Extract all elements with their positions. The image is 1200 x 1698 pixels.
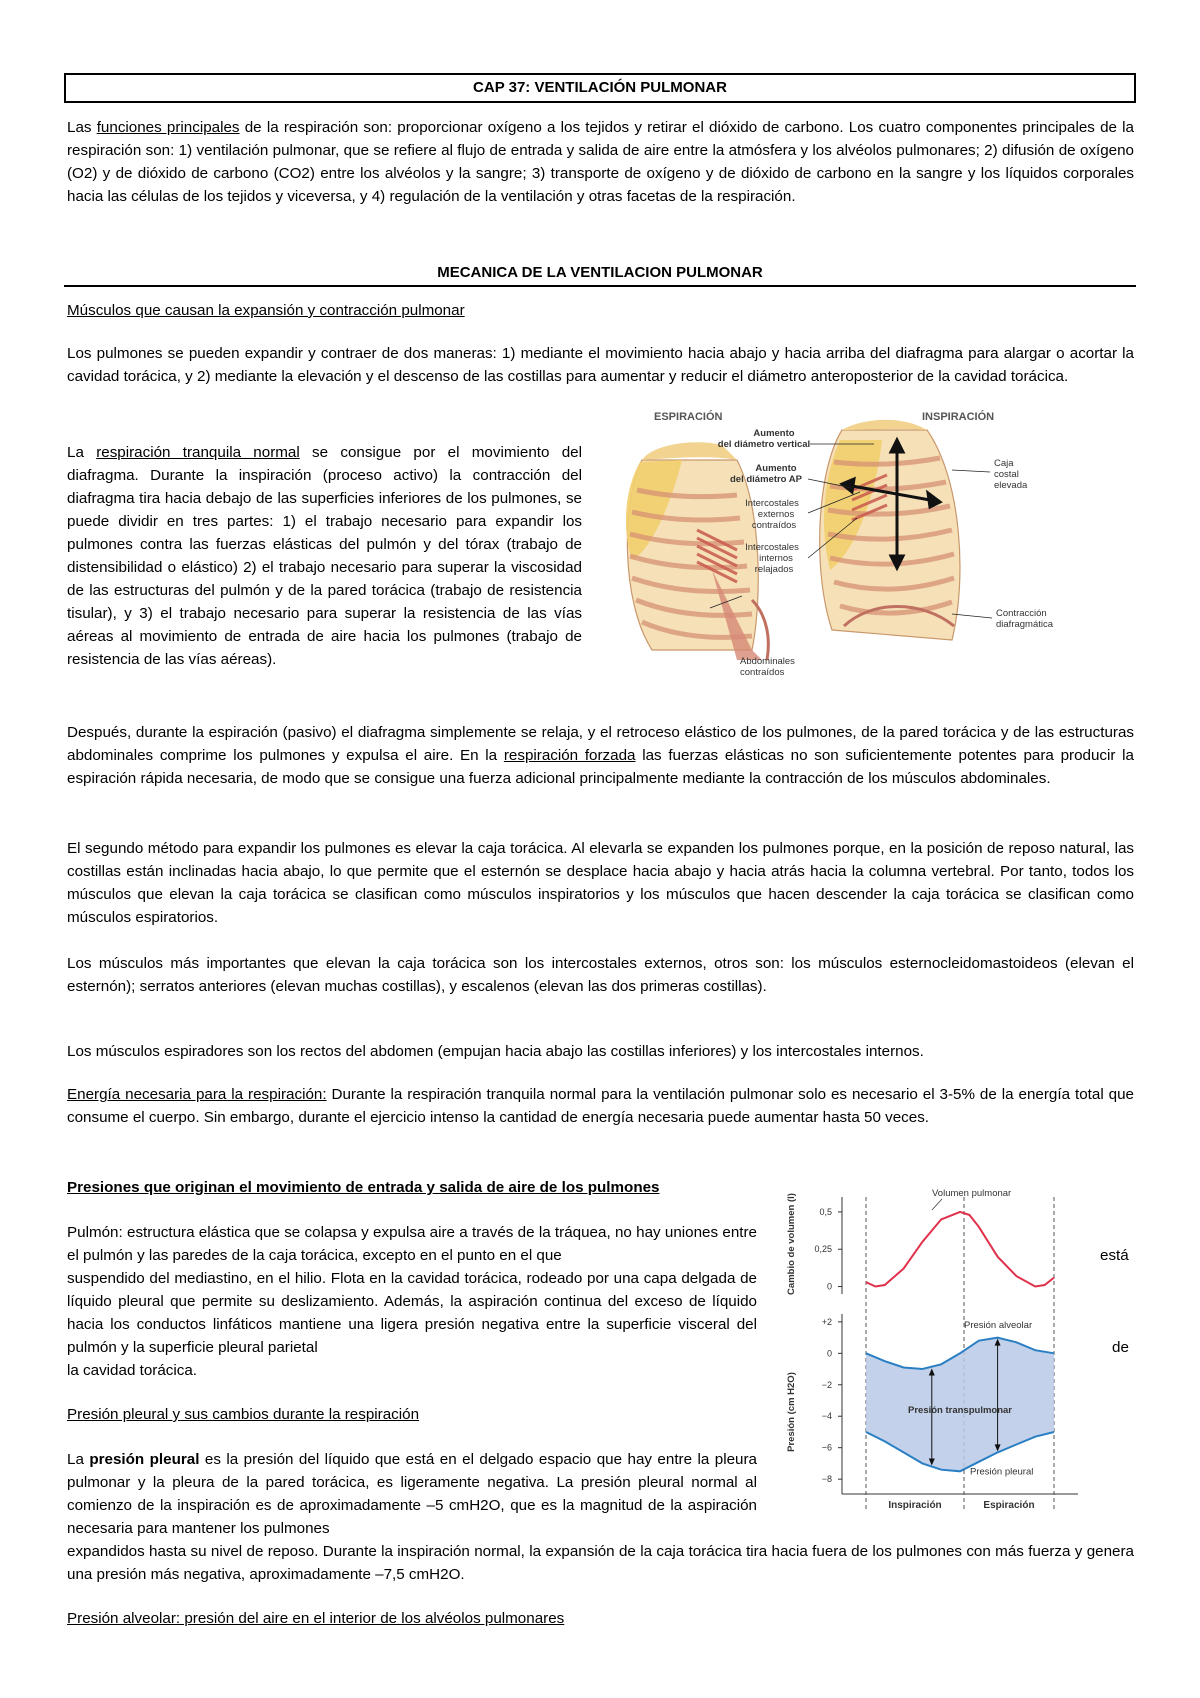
chart-ylabel-pressure: Presión (cm H2O) <box>786 1372 797 1452</box>
annotation-diaphragm-1: Contracción <box>996 608 1047 619</box>
section-heading: MECANICA DE LA VENTILACION PULMONAR <box>437 264 763 281</box>
section-divider <box>64 285 1136 287</box>
annotation-ribcage-2: costal <box>994 469 1019 480</box>
underlined-term: Energía necesaria para la respiración: <box>67 1086 327 1103</box>
subheading-muscles: Músculos que causan la expansión y contracción pulmonar <box>67 302 465 319</box>
annotation-ap-1: Aumento <box>755 463 797 474</box>
figure-pressure-chart <box>782 1182 1088 1520</box>
series-alveolar-label: Presión alveolar <box>964 1320 1033 1332</box>
subheading-alveolar-pressure: Presión alveolar: presión del aire en el interior de los alvéolos pulmonares <box>67 1610 565 1627</box>
annotation-internal-2: internos <box>759 553 793 564</box>
pressure-tick-label: −8 <box>821 1474 832 1485</box>
annotation-diaphragm-2: diafragmática <box>996 619 1054 630</box>
underlined-term: funciones principales <box>96 119 240 136</box>
ribcage-inspiration <box>820 420 960 640</box>
paragraph-pleural-pressure-a: La presión pleural es la presión del líquido que está en el delgado espacio que hay entre la pleura pulmonar y la pleura de la pared torácica, es ligeramente negativa. La presión pleural normal al comienzo de la inspiración es de aproximadamente –5 cmH2O, que es la magnitud de la aspiración necesaria para mantener los pulmones <box>67 1451 757 1537</box>
chart-phase-expiration: Espiración <box>983 1500 1035 1511</box>
underlined-term: respiración forzada <box>503 747 636 764</box>
annotation-external-3: contraídos <box>751 520 797 531</box>
underlined-term: respiración tranquila normal <box>96 444 300 461</box>
paragraph-pleural-pressure-b: expandidos hasta su nivel de reposo. Durante la inspiración normal, la expansión de la caja torácica tira hacia fuera de los pulmones con más fuerza y genera una presión más negativa, aproximadamente –7,5 cmH2O. <box>67 1543 1134 1583</box>
chart-phase-inspiration: Inspiración <box>888 1500 942 1511</box>
annotation-internal-3: relajados <box>754 564 794 575</box>
pressure-tick-label: −6 <box>821 1442 832 1453</box>
annotation-abdominal-1: Abdominales <box>740 656 795 667</box>
pressure-tick-label: 0 <box>826 1348 832 1359</box>
annotation-ribcage-3: elevada <box>994 480 1028 491</box>
paragraph-lung-structure-a: Pulmón: estructura elástica que se colapsa y expulsa aire a través de la tráquea, no hay uniones entre el pulmón y las paredes de la caja torácica, excepto en el punto en el que <box>67 1224 757 1264</box>
subheading-pressures: Presiones que originan el movimiento de entrada y salida de aire de los pulmones <box>67 1179 660 1196</box>
paragraph-energy: Energía necesaria para la respiración: Durante la respiración tranquila normal para la ventilación pulmonar solo es necesario el 3-5% de la energía total que consume el cuerpo. Sin embargo, durante el ejercicio intenso la cantidad de energía necesaria puede aumentar hasta 50 veces. <box>67 1086 1134 1126</box>
annotation-ribcage-1: Caja <box>994 458 1014 469</box>
word-esta: está <box>1100 1247 1129 1264</box>
pressure-tick-label: −4 <box>821 1411 832 1422</box>
bold-term: presión pleural <box>89 1451 200 1468</box>
chart-ylabel-volume: Cambio de volumen (l) <box>786 1193 797 1295</box>
volume-tick-label: 0 <box>826 1281 832 1292</box>
figure-label-expiration: ESPIRACIÓN <box>654 411 723 423</box>
annotation-abdominal-2: contraídos <box>740 667 785 678</box>
annotation-vertical-2: del diámetro vertical <box>717 439 811 450</box>
paragraph-lung-expansion: Los pulmones se pueden expandir y contraer de dos maneras: 1) mediante el movimiento hacia abajo y hacia arriba del diafragma para alargar o acortar la cavidad torácica, y 2) mediante la elevación y el descenso de las costillas para aumentar y reducir el diámetro anteroposterior de la cavidad torácica. <box>67 345 1134 385</box>
paragraph-lung-structure-c: la cavidad torácica. <box>67 1362 198 1379</box>
series-volume-line <box>866 1212 1054 1287</box>
paragraph-quiet-breathing: La respiración tranquila normal se consigue por el movimiento del diafragma. Durante la inspiración (proceso activo) la contracción del diafragma tira hacia debajo de las superficies inferiores de los pulmones, se puede dividir en tres partes: 1) el trabajo necesario para expandir los pulmones contra las fuerzas elásticas del pulmón y del tórax (trabajo de distensibilidad o elástico) 2) el trabajo necesario para superar la viscosidad de las estructuras del pulmón y de la pared torácica (trabajo de resistencia tisular), y 3) el trabajo necesario para superar la resistencia de las vías aéreas al movimiento de entrada de aire hacia los pulmones (trabajo de resistencia de las vías aéreas). <box>67 444 582 668</box>
word-de: de <box>1112 1339 1129 1356</box>
volume-tick-label: 0,5 <box>819 1206 832 1217</box>
figure-label-inspiration: INSPIRACIÓN <box>922 411 995 423</box>
paragraph-ribcage-elevation: El segundo método para expandir los pulmones es elevar la caja torácica. Al elevarla se expanden los pulmones porque, en la posición de reposo natural, las costillas están inclinadas hacia abajo, lo que permite que el esternón se desplace hacia abajo y hacia atrás hacia la columna vertebral. Por tanto, todos los músculos que elevan la caja torácica se clasifican como músculos inspiratorios y los músculos que hacen descender la caja torácica se clasifican como músculos espiratorios. <box>67 840 1134 926</box>
series-volume-leader <box>932 1199 942 1210</box>
paragraph-expiration: Después, durante la espiración (pasivo) el diafragma simplemente se relaja, y el retroceso elástico de los pulmones, de la pared torácica y de las estructuras abdominales comprime los pulmones y expulsa el aire. En la respiración forzada las fuerzas elásticas no son suficientemente potentes para producir la espiración rápida necesaria, de modo que se consigue una fuerza adicional principalmente mediante la contracción de los músculos abdominales. <box>67 724 1134 787</box>
annotation-external-1: Intercostales <box>745 498 799 509</box>
annotation-vertical-1: Aumento <box>753 428 795 439</box>
pressure-tick-label: +2 <box>821 1316 832 1327</box>
volume-tick-label: 0,25 <box>814 1244 832 1255</box>
page-title: CAP 37: VENTILACIÓN PULMONAR <box>64 73 1136 103</box>
transpulmonary-label: Presión transpulmonar <box>908 1405 1012 1417</box>
paragraph-lung-structure-b: suspendido del mediastino, en el hilio. Flota en la cavidad torácica, rodeado por una capa delgada de líquido pleural que permite su deslizamiento. Además, la aspiración continua del exceso de líquido hacia los conductos linfáticos mantiene una ligera presión negativa entre la superficie visceral del pulmón y la superficie pleural parietal <box>67 1270 757 1356</box>
intro-paragraph: Las funciones principales de la respiración son: proporcionar oxígeno a los tejidos y retirar el dióxido de carbono. Los cuatro componentes principales de la respiración son: 1) ventilación pulmonar, que se refiere al flujo de entrada y salida de aire entre la atmósfera y los alvéolos pulmonares; 2) difusión de oxígeno (O2) y de dióxido de carbono (CO2) entre los alvéolos y la sangre; 3) transporte de oxígeno y de dióxido de carbono en la sangre y los líquidos corporales hacia las células de los tejidos y viceversa, y 4) regulación de la ventilación y otras facetas de la respiración. <box>67 119 1134 205</box>
series-volume-label: Volumen pulmonar <box>932 1188 1012 1199</box>
series-pleural-label: Presión pleural <box>970 1466 1034 1478</box>
annotation-external-2: externos <box>757 509 795 520</box>
paragraph-expiratory-muscles: Los músculos espiradores son los rectos del abdomen (empujan hacia abajo las costillas inferiores) y los intercostales internos. <box>67 1043 924 1060</box>
paragraph-important-muscles: Los músculos más importantes que elevan la caja torácica son los intercostales externos, otros son: los músculos esternocleidomastoideos (elevan el esternón); serratos anteriores (elevan muchas costillas), y escalenos (elevan las dos primeras costillas). <box>67 955 1134 995</box>
subheading-pleural-pressure: Presión pleural y sus cambios durante la respiración <box>67 1406 420 1423</box>
figure-ribcage <box>612 400 1134 690</box>
annotation-ap-2: del diámetro AP <box>730 474 802 485</box>
annotation-internal-1: Intercostales <box>745 542 799 553</box>
pressure-tick-label: −2 <box>821 1379 832 1390</box>
